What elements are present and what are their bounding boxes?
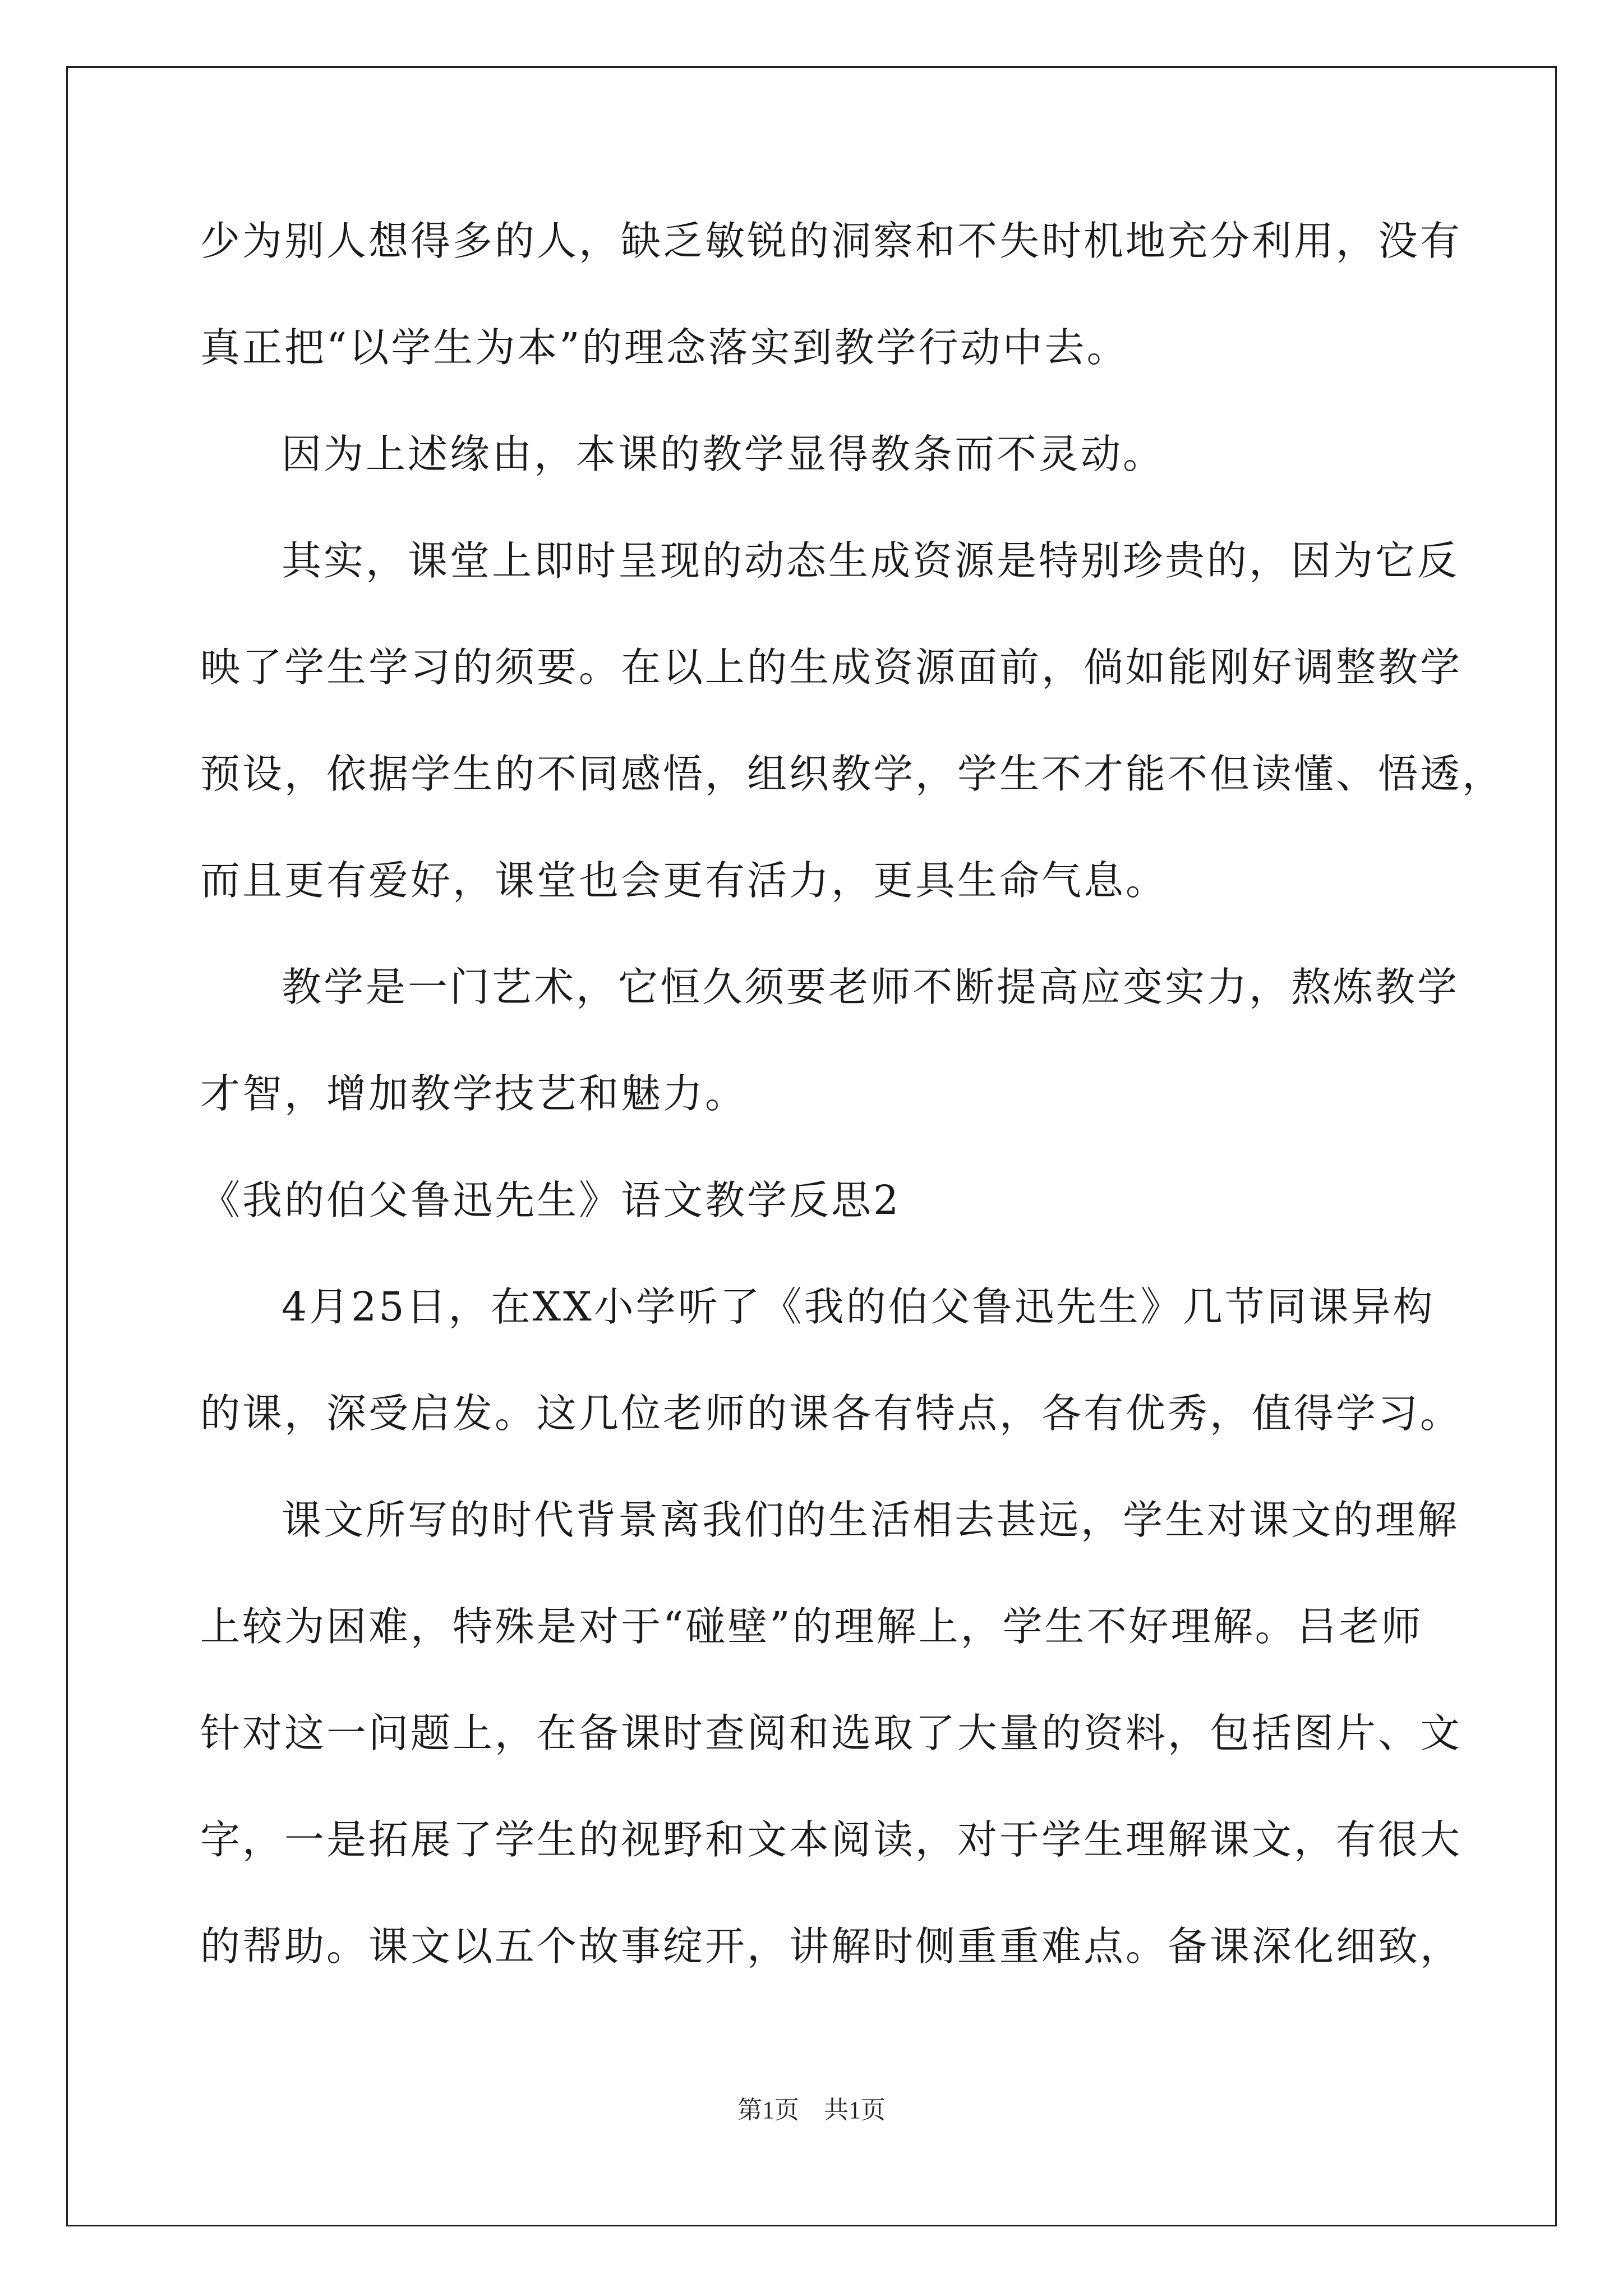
paragraph-start: 教学是一门艺术，它恒久须要老师不断提高应变实力，熬炼教学 — [282, 964, 1460, 1010]
paragraph-start: 其实，课堂上即时呈现的动态生成资源是特别珍贵的，因为它反 — [282, 537, 1460, 584]
text-line: 字，一是拓展了学生的视野和文本阅读，对于学生理解课文，有很大 — [200, 1816, 1463, 1863]
text-line: 的帮助。课文以五个故事绽开，讲解时侧重重难点。备课深化细致， — [200, 1923, 1463, 1970]
paragraph-start: 因为上述缘由，本课的教学显得教条而不灵动。 — [282, 431, 1165, 477]
text-line: 的课，深受启发。这几位老师的课各有特点，各有优秀，值得学习。 — [200, 1390, 1463, 1437]
text-line: 少为别人想得多的人，缺乏敏锐的洞察和不失时机地充分利用，没有 — [200, 218, 1463, 264]
paragraph-start: 4月25日，在XX小学听了《我的伯父鲁迅先生》几节同课异构 — [282, 1283, 1435, 1330]
page-border — [66, 66, 1557, 2226]
paragraph-start: 课文所写的时代背景离我们的生活相去甚远，学生对课文的理解 — [282, 1497, 1460, 1543]
text-line: 而且更有爱好，课堂也会更有活力，更具生命气息。 — [200, 857, 1168, 904]
text-line: 上较为困难，特殊是对于“碰壁”的理解上，学生不好理解。吕老师 — [200, 1603, 1423, 1650]
text-line: 预设，依据学生的不同感悟，组织教学，学生不才能不但读懂、悟透， — [200, 751, 1505, 797]
section-heading: 《我的伯父鲁迅先生》语文教学反思2 — [200, 1177, 901, 1223]
text-line: 映了学生学习的须要。在以上的生成资源面前，倘如能刚好调整教学 — [200, 644, 1463, 691]
text-line: 真正把“以学生为本”的理念落实到教学行动中去。 — [200, 324, 1129, 371]
text-line: 针对这一问题上，在备课时查阅和选取了大量的资料，包括图片、文 — [200, 1710, 1463, 1756]
page-number: 第1页 共1页 — [737, 2096, 886, 2124]
text-line: 才智，增加教学技艺和魅力。 — [200, 1070, 748, 1117]
